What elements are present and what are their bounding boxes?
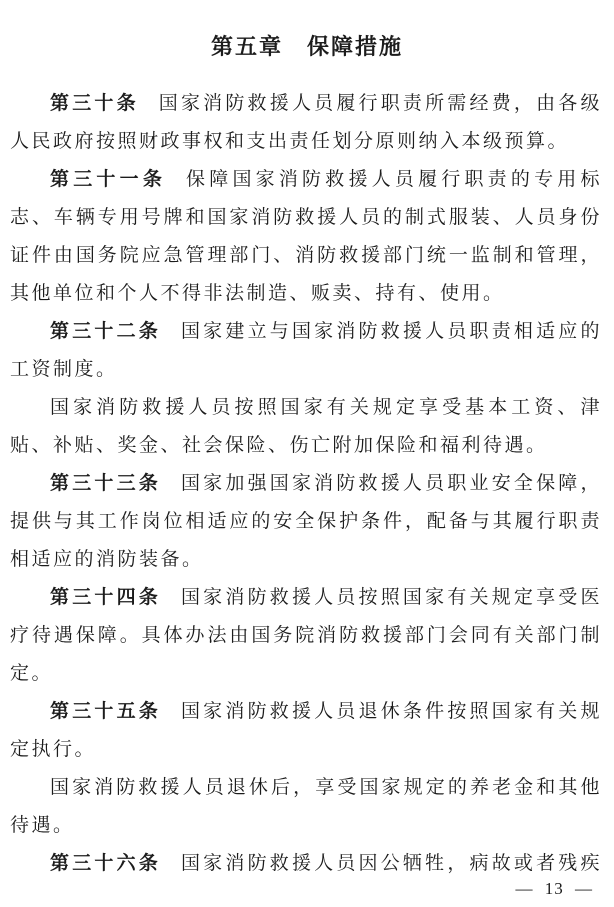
article-34-text: 国家消防救援人员按照国家有关规定享受医疗待遇保障。具体办法由国务院消防救援部门会同有关部门制定。 xyxy=(10,587,602,684)
article-31-paragraph xyxy=(10,161,602,313)
article-33-number: 第三十三条 xyxy=(50,473,161,494)
article-31-text: 保障国家消防救援人员履行职责的专用标志、车辆专用号牌和国家消防救援人员的制式服装、人员身份证件由国务院应急管理部门、消防救援部门统一监制和管理，其他单位和个人不得非法制造、贩卖、持有、使用。 xyxy=(10,169,602,304)
article-35-paragraph xyxy=(10,693,602,769)
article-32-paragraph-2-text: 国家消防救援人员按照国家有关规定享受基本工资、津贴、补贴、奖金、社会保险、伤亡附加保险和福利待遇。 xyxy=(10,397,602,456)
article-30-paragraph xyxy=(10,85,602,161)
article-30-number: 第三十条 xyxy=(50,93,139,114)
article-35-paragraph-2 xyxy=(10,769,602,845)
article-33-text: 国家加强国家消防救援人员职业安全保障，提供与其工作岗位相适应的安全保护条件，配备与其履行职责相适应的消防装备。 xyxy=(10,473,602,570)
article-36-text: 国家消防救援人员因公牺牲，病故或者残疾 xyxy=(180,853,602,874)
article-36-paragraph xyxy=(10,845,602,883)
article-31-number: 第三十一条 xyxy=(50,169,167,190)
chapter-title: 第五章 保障措施 xyxy=(210,34,403,59)
article-32-paragraph-2 xyxy=(10,389,602,465)
page-number: — 13 — xyxy=(515,879,593,898)
article-30-text: 国家消防救援人员履行职责所需经费，由各级人民政府按照财政事权和支出责任划分原则纳入本级预算。 xyxy=(10,93,602,152)
article-35-text: 国家消防救援人员退休条件按照国家有关规定执行。 xyxy=(10,701,602,760)
article-35-paragraph-2-text: 国家消防救援人员退休后，享受国家规定的养老金和其他待遇。 xyxy=(10,777,602,836)
article-34-paragraph xyxy=(10,579,602,693)
article-32-paragraph xyxy=(10,313,602,389)
article-32-number: 第三十二条 xyxy=(50,321,161,342)
article-33-paragraph xyxy=(10,465,602,579)
article-35-number: 第三十五条 xyxy=(50,701,161,722)
article-36-number: 第三十六条 xyxy=(50,853,161,874)
article-34-number: 第三十四条 xyxy=(50,587,161,608)
article-32-text: 国家建立与国家消防救援人员职责相适应的工资制度。 xyxy=(10,321,602,380)
document-body xyxy=(10,85,602,883)
